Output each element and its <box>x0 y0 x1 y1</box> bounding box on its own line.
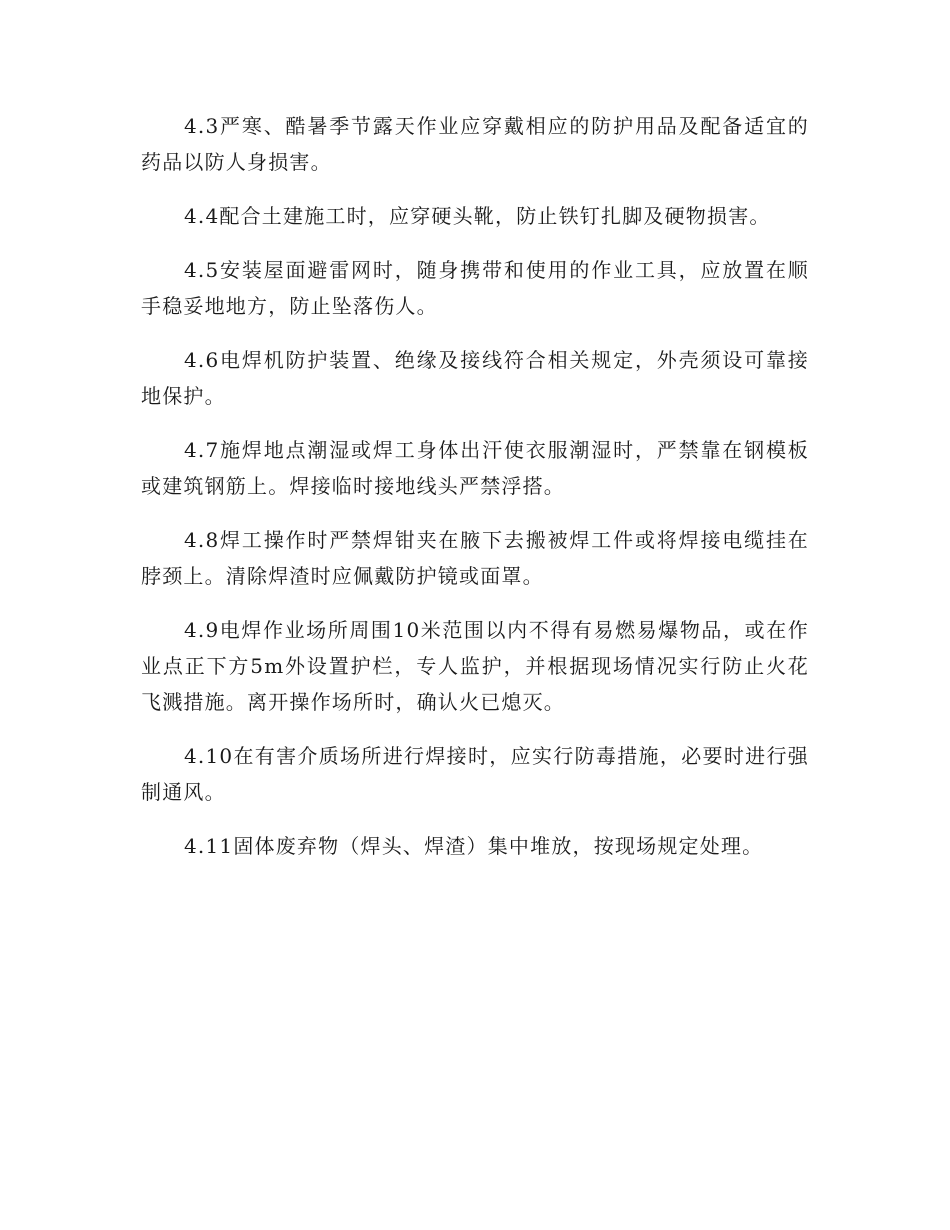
paragraph-4-7: 4.7施焊地点潮湿或焊工身体出汗使衣服潮湿时，严禁靠在钢模板或建筑钢筋上。焊接临时接地线头严禁浮搭。 <box>141 438 809 498</box>
paragraph-4-5: 4.5安装屋面避雷网时，随身携带和使用的作业工具，应放置在顺手稳妥地地方，防止坠落伤人。 <box>141 258 809 318</box>
document-body <box>141 108 809 882</box>
paragraph-4-11: 4.11固体废弃物（焊头、焊渣）集中堆放，按现场规定处理。 <box>184 834 764 858</box>
paragraph-4-8: 4.8焊工操作时严禁焊钳夹在腋下去搬被焊工件或将焊接电缆挂在脖颈上。清除焊渣时应佩戴防护镜或面罩。 <box>141 528 809 588</box>
paragraph-4-4: 4.4配合土建施工时，应穿硬头靴，防止铁钉扎脚及硬物损害。 <box>184 204 771 228</box>
paragraph-4-6: 4.6电焊机防护装置、绝缘及接线符合相关规定，外壳须设可靠接地保护。 <box>141 348 809 408</box>
paragraph-4-9: 4.9电焊作业场所周围10米范围以内不得有易燃易爆物品，或在作业点正下方5m外设置护栏，专人监护，并根据现场情况实行防止火花飞溅措施。离开操作场所时，确认火已熄灭。 <box>141 618 809 714</box>
paragraph-4-10: 4.10在有害介质场所进行焊接时，应实行防毒措施，必要时进行强制通风。 <box>141 744 809 804</box>
paragraph-4-3: 4.3严寒、酷暑季节露天作业应穿戴相应的防护用品及配备适宜的药品以防人身损害。 <box>141 114 809 174</box>
